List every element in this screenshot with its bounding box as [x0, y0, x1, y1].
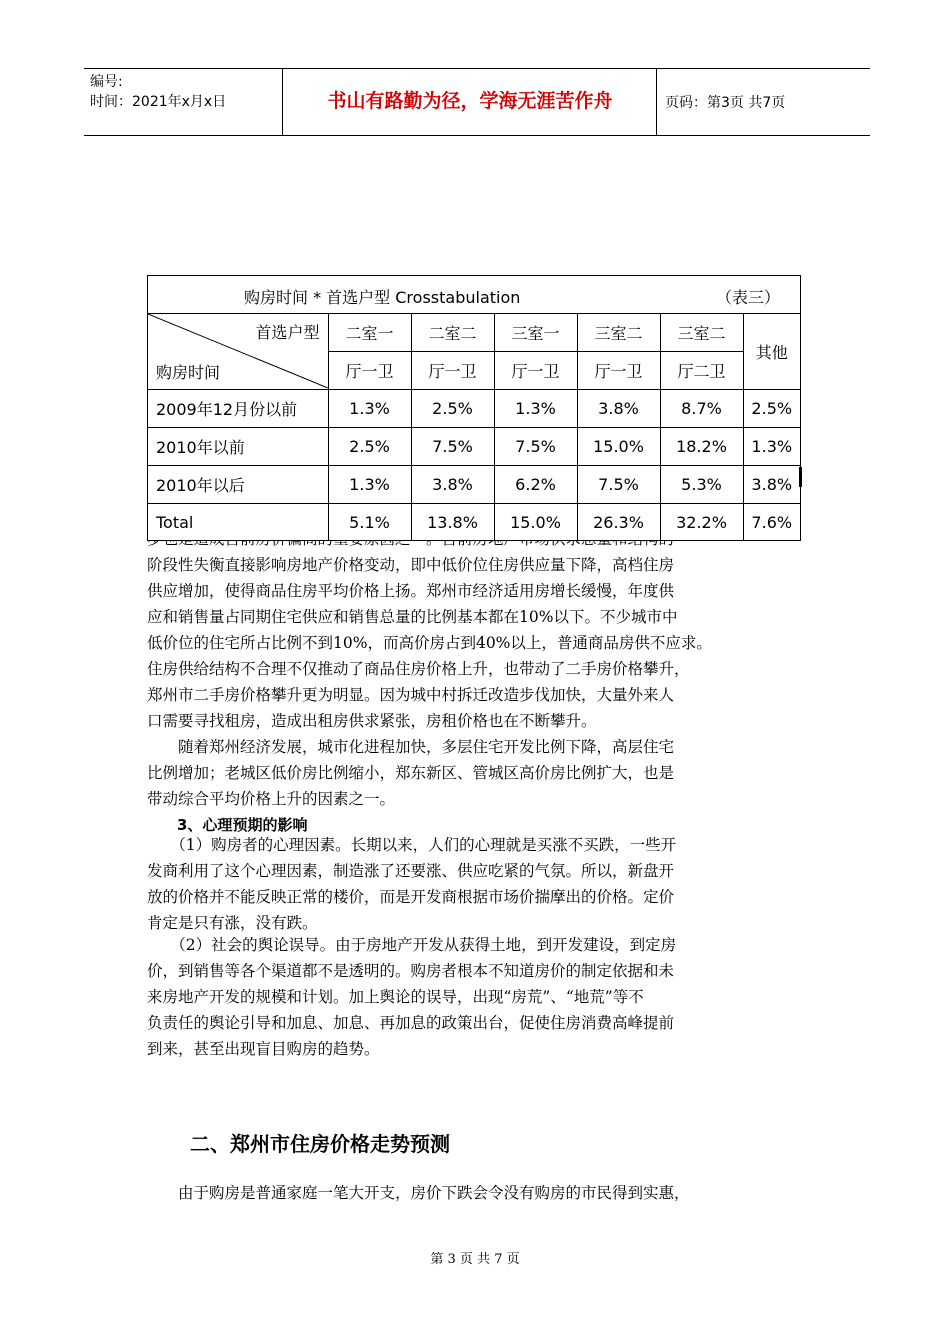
- table-cell: 2.5%: [328, 428, 411, 466]
- header-bottom-rule: [84, 135, 870, 136]
- header-meta: [90, 72, 226, 112]
- paragraph-1: [147, 552, 807, 734]
- paragraph-5-text: 由于购房是普通家庭一笔大开支，房价下跌会令没有购房的市民得到实惠，: [147, 1184, 690, 1202]
- text-line: 带动综合平均价格上升的因素之一。: [147, 790, 396, 808]
- table-cell: 26.3%: [577, 504, 660, 542]
- col-header-label: 首选户型: [255, 323, 320, 342]
- table-cell: 1.3%: [743, 428, 800, 466]
- doc-number: 编号:: [90, 74, 123, 90]
- table-row: [148, 466, 800, 504]
- table-cell: 7.5%: [411, 428, 494, 466]
- header-divider-right: [656, 68, 657, 135]
- table-row: [148, 504, 800, 542]
- col-header-2a: 二室二: [411, 314, 494, 352]
- text-line: 价，到销售等各个渠道都不是透明的。购房者根本不知道房价的制定依据和未: [147, 962, 675, 980]
- paragraph-3: [147, 832, 807, 936]
- text-line: （1）购房者的心理因素。长期以来，人们的心理就是买涨不买跌，一些开: [147, 836, 677, 854]
- table-cell: 8.7%: [660, 390, 743, 428]
- col-header-2b: 厅一卫: [411, 352, 494, 390]
- row-label: Total: [148, 504, 328, 542]
- text-line: 来房地产开发的规模和计划。加上舆论的误导，出现“房荒”、“地荒”等不: [147, 988, 644, 1006]
- text-line: 比例增加；老城区低价房比例缩小，郑东新区、管城区高价房比例扩大，也是: [147, 764, 675, 782]
- crosstab-grid: [148, 314, 800, 541]
- header-motto: 书山有路勤为径，学海无涯苦作舟: [327, 90, 613, 112]
- row-label: 2009年12月份以前: [148, 390, 328, 428]
- table-cell: 1.3%: [494, 390, 577, 428]
- text-line: 阶段性失衡直接影响房地产价格变动，即中低价位住房供应量下降，高档住房: [147, 556, 675, 574]
- table-cell: 2.5%: [743, 390, 800, 428]
- crosstab-title: 购房时间 * 首选户型 Crosstabulation: [244, 288, 521, 307]
- col-header-4a: 三室二: [577, 314, 660, 352]
- table-cell: 7.5%: [494, 428, 577, 466]
- text-line: 住房供给结构不合理不仅推动了商品住房价格上升，也带动了二手房价格攀升，: [147, 660, 690, 678]
- text-line: 随着郑州经济发展，城市化进程加快，多层住宅开发比例下降，高层住宅: [147, 738, 675, 756]
- table-cell: 13.8%: [411, 504, 494, 542]
- col-header-1b: 厅一卫: [328, 352, 411, 390]
- text-line: 供应增加，使得商品住房平均价格上扬。郑州市经济适用房增长缓慢，年度供: [147, 582, 675, 600]
- table-cell: 15.0%: [577, 428, 660, 466]
- table-row: [148, 428, 800, 466]
- col-header-6: 其他: [743, 314, 800, 390]
- row-label: 2010年以后: [148, 466, 328, 504]
- subheading-text: 3、心理预期的影响: [147, 816, 308, 834]
- text-line: （2）社会的舆论误导。由于房地产开发从获得土地，到开发建设，到定房: [147, 936, 677, 954]
- text-line: 郑州市二手房价格攀升更为明显。因为城中村拆迁改造步伐加快，大量外来人: [147, 686, 675, 704]
- col-header-1a: 二室一: [328, 314, 411, 352]
- table-cell: 1.3%: [328, 390, 411, 428]
- paragraph-5: [147, 1180, 807, 1206]
- crosstab-table-number: （表三）: [715, 288, 780, 307]
- table-cell: 7.6%: [743, 504, 800, 542]
- table-cell: 15.0%: [494, 504, 577, 542]
- text-line: 放的价格并不能反映正常的楼价，而是开发商根据市场价揣摩出的价格。定价: [147, 888, 675, 906]
- row-header-label: 购房时间: [156, 363, 221, 382]
- table-cell: 5.3%: [660, 466, 743, 504]
- header-page-label: 页码：第3页 共7页: [665, 95, 786, 111]
- paragraph-4: [147, 932, 807, 1062]
- crosstab-header-row: [148, 314, 800, 352]
- row-label: 2010年以前: [148, 428, 328, 466]
- page-footer: 第 3 页 共 7 页: [430, 1252, 520, 1267]
- table-cell: 3.8%: [743, 466, 800, 504]
- table-cell: 3.8%: [577, 390, 660, 428]
- col-header-3a: 三室一: [494, 314, 577, 352]
- col-header-3b: 厅一卫: [494, 352, 577, 390]
- header-divider-left: [282, 68, 283, 135]
- col-header-5b: 厅二卫: [660, 352, 743, 390]
- text-line: 低价位的住宅所占比例不到10%，而高价房占到40%以上，普通商品房供不应求。: [147, 634, 712, 652]
- col-header-5a: 三室二: [660, 314, 743, 352]
- table-cell: 3.8%: [411, 466, 494, 504]
- table-cell: 6.2%: [494, 466, 577, 504]
- table-cell: 5.1%: [328, 504, 411, 542]
- text-line: 肯定是只有涨，没有跌。: [147, 914, 318, 932]
- doc-time: 时间：2021年x月x日: [90, 94, 227, 110]
- text-line: 口需要寻找租房，造成出租房供求紧张，房租价格也在不断攀升。: [147, 712, 597, 730]
- table-row: [148, 390, 800, 428]
- table-cell: 7.5%: [577, 466, 660, 504]
- crosstab-corner-cell: [148, 314, 328, 390]
- text-line: 应和销售量占同期住宅供应和销售总量的比例基本都在10%以下。不少城市中: [147, 608, 678, 626]
- table-edge-mark: [799, 467, 802, 487]
- table-cell: 2.5%: [411, 390, 494, 428]
- header-top-rule: [84, 68, 870, 69]
- col-header-4b: 厅一卫: [577, 352, 660, 390]
- crosstab-table: [147, 275, 801, 541]
- section-heading: 二、郑州市住房价格走势预测: [190, 1132, 450, 1156]
- table-cell: 18.2%: [660, 428, 743, 466]
- text-line: 负责任的舆论引导和加息、加息、再加息的政策出台，促使住房消费高峰提前: [147, 1014, 675, 1032]
- table-cell: 32.2%: [660, 504, 743, 542]
- paragraph-2: [147, 734, 807, 812]
- crosstab-title-bar: [148, 276, 800, 314]
- text-line: 到来，甚至出现盲目购房的趋势。: [147, 1040, 380, 1058]
- table-cell: 1.3%: [328, 466, 411, 504]
- text-line: 发商利用了这个心理因素，制造涨了还要涨、供应吃紧的气氛。所以，新盘开: [147, 862, 675, 880]
